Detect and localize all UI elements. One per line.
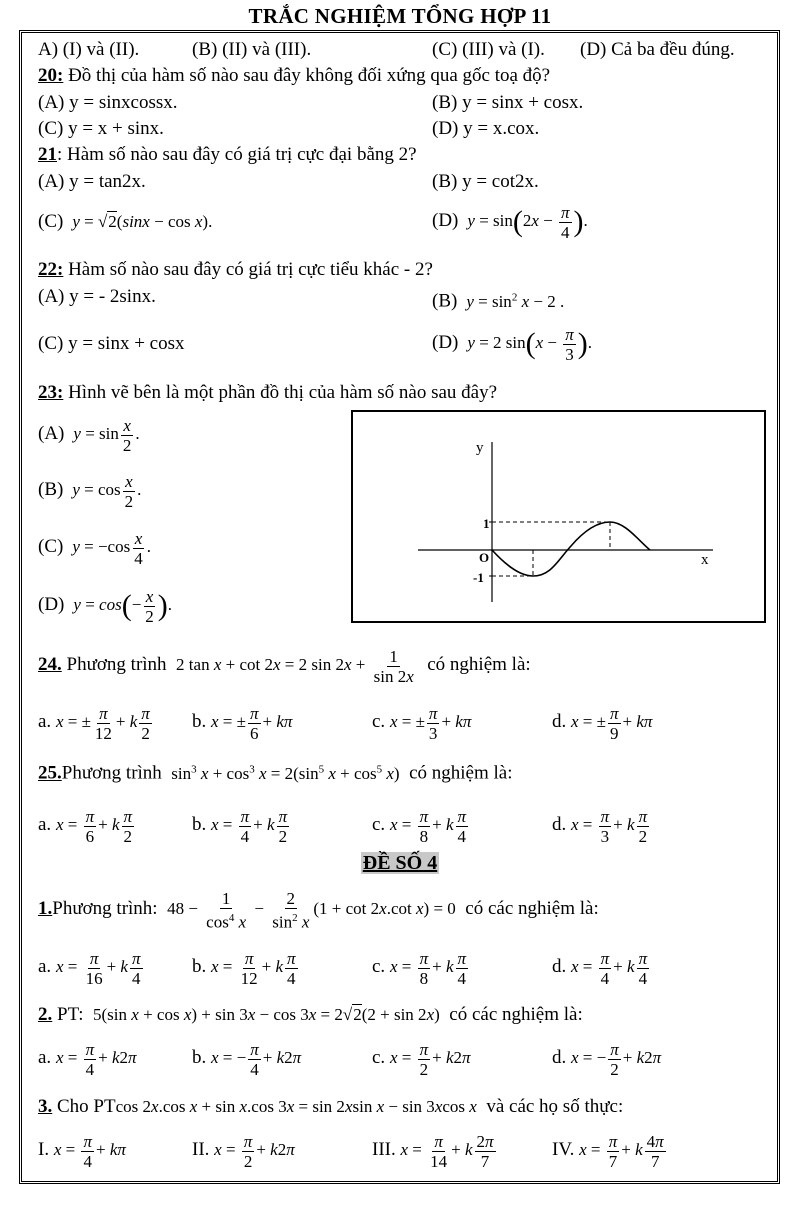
section-heading-text: ĐỀ SỐ 4	[362, 852, 438, 874]
q25-option-d[interactable]	[552, 800, 651, 850]
d4q2-option-a-formula: x = $\frac{\pi}{4}$ + k2π	[55, 1039, 137, 1079]
q21-option-c-formula: y = √2(sinx − cos x).	[72, 212, 213, 231]
d4q2-option-a[interactable]	[38, 1033, 137, 1083]
d4q2-option-b-label: b.	[192, 1047, 207, 1068]
q20-option-a[interactable]: (A) y = sinxcossx.	[38, 92, 178, 113]
question-20-text: Đồ thị của hàm số nào sau đây không đối xứng qua gốc toạ độ?	[63, 65, 551, 86]
q24-option-a-formula: x = ± $\frac{\pi}{12}$ + k $\frac{\pi}{2}$	[55, 703, 150, 743]
q23-option-b[interactable]	[38, 470, 141, 511]
q21-option-d[interactable]	[432, 198, 588, 244]
d4q3-family-1-formula: x = $\frac{\pi}{4}$ + kπ	[53, 1131, 126, 1171]
q23-option-c-label: (C)	[38, 536, 64, 557]
question-25	[38, 757, 513, 786]
top-option-a[interactable]: A) (I) và (II).	[38, 39, 140, 60]
q23-option-c-formula: y = −cos $\frac{x}{4}$ .	[72, 528, 151, 568]
q23-option-d-formula: y = cos(− $\frac{x}{2}$ ).	[73, 586, 173, 626]
d4q3-family-4-label: IV.	[552, 1139, 575, 1160]
d4q3-family-2-formula: x = $\frac{\pi}{2}$ + k2π	[214, 1131, 295, 1171]
section-heading	[0, 852, 800, 875]
q23-option-b-label: (B)	[38, 479, 64, 500]
q22-option-b-formula: $y = \sin^2 x - 2$ .	[466, 291, 565, 311]
d4-question-1-text: Phương trình:	[52, 898, 158, 919]
page-title: TRẮC NGHIỆM TỔNG HỢP 11	[248, 4, 552, 28]
q24-option-b[interactable]	[192, 697, 292, 747]
d4-question-3-tail: và các họ số thực:	[486, 1096, 624, 1117]
q21-option-d-formula: y = sin(2x − $\frac{\pi}{4}$ ).	[467, 202, 588, 242]
q21-option-c[interactable]	[38, 207, 212, 237]
function-curve	[492, 522, 650, 576]
d4q1-option-a-formula: x = $\frac{\pi}{16}$ + k $\frac{\pi}{4}$	[55, 948, 141, 988]
q24-option-b-formula: x = ± $\frac{\pi}{6}$ + kπ	[211, 703, 293, 743]
q24-option-c[interactable]	[372, 697, 471, 747]
question-20-label: 20:	[38, 65, 64, 86]
q22-option-d-formula: y = 2 sin(x − $\frac{\pi}{3}$ ).	[467, 324, 593, 364]
q23-graph-plot	[353, 412, 764, 621]
q25-option-c[interactable]	[372, 800, 470, 850]
question-25-equation: $\sin^3 x + \cos^3 x = 2(\sin^5$ $x + \cos^5 x$)	[171, 763, 400, 783]
q25-option-d-label: d.	[552, 814, 567, 835]
q21-option-b[interactable]: (B) y = cot2x.	[432, 171, 539, 192]
question-22-label: 22:	[38, 259, 64, 280]
d4q1-option-d[interactable]	[552, 942, 651, 992]
q23-option-b-formula: y = cos $\frac{x}{2}$ .	[72, 471, 142, 511]
question-23	[38, 381, 497, 405]
q25-option-c-formula: x = $\frac{\pi}{8}$ + k $\frac{\pi}{4}$	[389, 806, 467, 846]
q22-option-d-label: (D)	[432, 332, 459, 353]
d4q2-option-d-formula: x = − $\frac{\pi}{2}$ + k2π	[571, 1039, 662, 1079]
q22-option-a[interactable]: (A) y = - 2sinx.	[38, 286, 156, 307]
question-23-label: 23:	[38, 382, 64, 403]
q20-option-c[interactable]: (C) y = x + sinx.	[38, 118, 164, 139]
d4q1-option-c[interactable]	[372, 942, 470, 992]
q24-option-c-formula: x = ± $\frac{\pi}{3}$ + kπ	[389, 703, 472, 743]
question-24	[38, 640, 531, 690]
d4-question-2-tail: có các nghiệm là:	[449, 1004, 583, 1025]
d4-question-3-equation: cos 2x.cos x + sin x.cos 3x = sin 2xsin x − sin 3xcos x	[115, 1097, 477, 1116]
q20-option-d[interactable]: (D) y = x.cox.	[432, 118, 540, 139]
q25-option-a[interactable]	[38, 800, 136, 850]
q22-option-d[interactable]	[432, 320, 592, 366]
d4q3-family-3-formula: x = $\frac{\pi}{14}$ + k $\frac{2\pi}{7}$	[400, 1131, 494, 1171]
d4q3-family-1-label: I.	[38, 1139, 50, 1160]
question-20	[38, 64, 550, 88]
d4q1-option-b-formula: x = $\frac{\pi}{12}$ + k $\frac{\pi}{4}$	[211, 948, 296, 988]
top-option-b[interactable]: (B) (II) và (III).	[192, 39, 312, 60]
q23-option-a-label: (A)	[38, 423, 65, 444]
q22-option-b[interactable]	[432, 285, 564, 314]
question-24-label: 24.	[38, 654, 62, 675]
q25-option-b[interactable]	[192, 800, 291, 850]
q23-graph	[351, 410, 766, 623]
q23-option-c[interactable]	[38, 527, 151, 568]
d4-question-1-label: 1.	[38, 898, 53, 919]
q25-option-a-formula: x = $\frac{\pi}{6}$ + k $\frac{\pi}{2}$	[55, 806, 133, 846]
x-axis-label: x	[701, 552, 709, 568]
y-axis-label: y	[476, 440, 484, 456]
q23-option-d-label: (D)	[38, 594, 65, 615]
d4q2-option-b-formula: x = − $\frac{\pi}{4}$ + k2π	[211, 1039, 302, 1079]
q24-option-a-label: a.	[38, 711, 52, 732]
q24-option-d-formula: x = ± $\frac{\pi}{9}$ + kπ	[571, 703, 653, 743]
q23-option-a-formula: y = sin $\frac{x}{2}$ .	[73, 415, 140, 455]
q25-option-b-formula: x = $\frac{\pi}{4}$ + k $\frac{\pi}{2}$	[211, 806, 288, 846]
origin-label: O	[479, 550, 490, 565]
d4q3-family-3	[372, 1125, 498, 1175]
question-21-label: 21	[38, 144, 57, 165]
q24-option-c-label: c.	[372, 711, 386, 732]
d4q3-family-3-label: III.	[372, 1139, 396, 1160]
d4q3-family-4-formula: x = $\frac{\pi}{7}$ + k $\frac{4\pi}{7}$	[579, 1131, 664, 1171]
q20-option-b[interactable]: (B) y = sinx + cosx.	[432, 92, 584, 113]
d4-question-2-equation: 5(sin x + cos x) + sin 3x − cos 3x = 2√2(2 + sin 2x)	[93, 1005, 440, 1024]
top-option-c[interactable]: (C) (III) và (I).	[432, 39, 545, 60]
d4q1-option-b-label: b.	[192, 956, 207, 977]
question-21	[38, 143, 417, 167]
d4-question-1	[38, 884, 599, 934]
d4q2-option-d-label: d.	[552, 1047, 567, 1068]
d4q2-option-a-label: a.	[38, 1047, 52, 1068]
q24-option-d[interactable]	[552, 697, 652, 747]
q23-option-d[interactable]	[38, 582, 172, 628]
d4-question-3-label: 3.	[38, 1096, 53, 1117]
q22-option-c[interactable]: (C) y = sinx + cosx	[38, 333, 185, 354]
q24-option-a[interactable]	[38, 697, 154, 747]
question-25-text: Phương trình	[61, 762, 162, 784]
q25-option-a-label: a.	[38, 814, 52, 835]
d4-question-2-label: 2.	[38, 1004, 53, 1025]
q21-option-d-label: (D)	[432, 210, 459, 231]
q25-option-b-label: b.	[192, 814, 207, 835]
d4q2-option-d[interactable]	[552, 1033, 661, 1083]
d4q3-family-1	[38, 1125, 126, 1175]
d4q1-option-c-label: c.	[372, 956, 386, 977]
d4-question-1-tail: có các nghiệm là:	[465, 898, 599, 919]
d4q1-option-c-formula: x = $\frac{\pi}{8}$ + k $\frac{\pi}{4}$	[389, 948, 467, 988]
d4q3-family-2	[192, 1125, 295, 1175]
question-24-equation: 2 tan x + cot 2x = 2 sin 2x + $\frac{1}{\sin 2x}$	[176, 646, 414, 686]
d4-question-1-equation: 48 − $\frac{1}{\cos^4 x}$ − $\frac{2}{\sin^2 x}$ (1 + cot 2x.cot x) = 0	[167, 888, 456, 932]
top-option-d[interactable]: (D) Cả ba đều đúng.	[580, 39, 735, 60]
d4-question-2-text: PT:	[52, 1004, 84, 1025]
d4q3-family-4	[552, 1125, 668, 1175]
q21-option-a[interactable]: (A) y = tan2x.	[38, 171, 146, 192]
question-24-text: Phương trình	[61, 654, 167, 675]
q25-option-d-formula: x = $\frac{\pi}{3}$ + k $\frac{\pi}{2}$	[571, 806, 648, 846]
d4-question-3	[38, 1095, 623, 1119]
d4q1-option-b[interactable]	[192, 942, 300, 992]
tick-neg-label: -1	[473, 570, 484, 585]
q25-option-c-label: c.	[372, 814, 386, 835]
question-23-text: Hình vẽ bên là một phần đồ thị của hàm số nào sau đây?	[63, 382, 498, 403]
d4q2-option-b[interactable]	[192, 1033, 301, 1083]
q22-option-b-label: (B)	[432, 290, 458, 312]
d4-question-3-text: Cho PT	[52, 1096, 116, 1117]
question-21-text: : Hàm số nào sau đây có giá trị cực đại bằng 2?	[57, 144, 417, 165]
q21-option-c-label: (C)	[38, 211, 64, 232]
d4q2-option-c-formula: x = $\frac{\pi}{2}$ + k2π	[389, 1039, 471, 1079]
d4q1-option-a[interactable]	[38, 942, 145, 992]
d4q3-family-2-label: II.	[192, 1139, 210, 1160]
tick-pos-label: 1	[483, 516, 490, 531]
d4q2-option-c-label: c.	[372, 1047, 386, 1068]
d4q1-option-d-label: d.	[552, 956, 567, 977]
question-25-label: 25.	[38, 762, 62, 784]
question-25-tail: có nghiệm là:	[409, 762, 513, 784]
question-22-text: Hàm số nào sau đây có giá trị cực tiểu khác - 2?	[63, 259, 433, 280]
d4-question-2	[38, 1003, 583, 1027]
d4q1-option-a-label: a.	[38, 956, 52, 977]
q23-option-a[interactable]	[38, 414, 140, 455]
q24-option-d-label: d.	[552, 711, 567, 732]
q24-option-b-label: b.	[192, 711, 207, 732]
question-24-tail: có nghiệm là:	[427, 654, 531, 675]
question-22	[38, 258, 433, 282]
d4q1-option-d-formula: x = $\frac{\pi}{4}$ + k $\frac{\pi}{4}$	[571, 948, 648, 988]
d4q2-option-c[interactable]	[372, 1033, 471, 1083]
